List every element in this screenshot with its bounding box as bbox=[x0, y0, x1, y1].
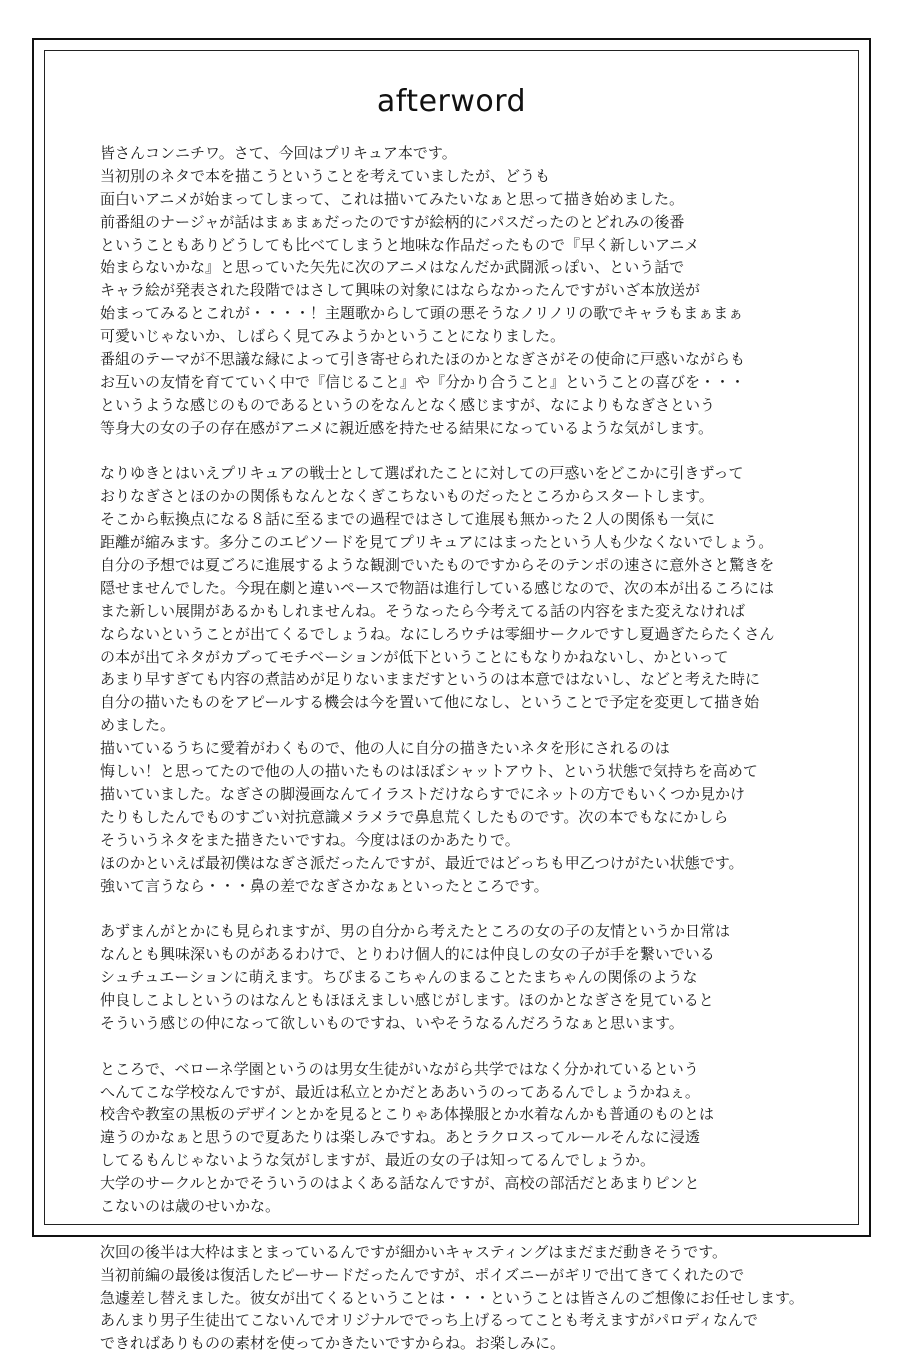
text-line: 皆さんコンニチワ。さて、今回はプリキュア本です。 bbox=[100, 144, 457, 162]
text-line: お互いの友情を育てていく中で『信じること』や『分かり合うこと』ということの喜びを・・・ bbox=[100, 372, 746, 391]
text-line: あんまり男子生徒出てこないんでオリジナルででっち上げるってことも考えますがパロディなんで bbox=[100, 1311, 759, 1330]
text-line: 悔しい！と思ってたので他の人の描いたものはほぼシャットアウト、という状態で気持ちを高めて bbox=[100, 762, 758, 781]
text-line: 隠せませんでした。今現在劇と違いペースで物語は進行している感じなので、次の本が出るころには bbox=[100, 578, 774, 597]
text-line: できればありものの素材を使ってかきたいですからね。お楽しみに。 bbox=[100, 1334, 566, 1353]
text-line: また新しい展開があるかもしれませんね。そうなったら今考えてる話の内容をまた変えなければ bbox=[100, 601, 746, 620]
text-line: 当初前編の最後は復活したピーサードだったんですが、ポイズニーがギリで出てきてくれたので bbox=[100, 1265, 745, 1284]
text-line: 大学のサークルとかでそういうのはよくある話なんですが、高校の部活だとあまりピンと bbox=[100, 1174, 700, 1193]
text-line: 描いているうちに愛着がわくもので、他の人に自分の描きたいネタを形にされるのは bbox=[100, 739, 670, 758]
text-line: おりなぎさとほのかの関係もなんとなくぎこちないものだったところからスタートします。 bbox=[100, 487, 714, 506]
text-line: キャラ絵が発表された段階ではさして興味の対象にはならなかったんですがいざ本放送が bbox=[100, 281, 701, 300]
text-line: してるもんじゃないような気がしますが、最近の女の子は知ってるんでしょうか。 bbox=[100, 1151, 656, 1170]
text-line: 距離が縮みます。多分このエピソードを見てプリキュアにはまったという人も少なくないでしょう。 bbox=[100, 533, 774, 552]
text-line: へんてこな学校なんですが、最近は私立とかだとああいうのってあるんでしょうかねぇ。 bbox=[100, 1082, 700, 1101]
text-line: の本が出てネタがカブってモチベーションが低下ということにもなりかねないし、かといって bbox=[100, 647, 729, 666]
text-line: 校舎や教室の黒板のデザインとかを見るとこりゃあ体操服とか水着なんかも普通のものとは bbox=[100, 1105, 714, 1124]
text-line: 等身大の女の子の存在感がアニメに親近感を持たせる結果になっているような気がします。 bbox=[100, 418, 714, 437]
text-line: 面白いアニメが始まってしまって、これは描いてみたいなぁと思って描き始めました。 bbox=[100, 189, 684, 208]
afterword-body bbox=[100, 142, 850, 1355]
text-line: そういう感じの仲になって欲しいものですね、いやそうなるんだろうなぁと思います。 bbox=[100, 1013, 684, 1032]
text-line: 急遽差し替えました。彼女が出てくるということは・・・ということは皆さんのご想像にお任せします。 bbox=[100, 1288, 804, 1307]
text-line: 番組のテーマが不思議な縁によって引き寄せられたほのかとなぎさがその使命に戸惑いながらも bbox=[100, 350, 746, 369]
paragraph bbox=[100, 462, 850, 897]
text-line: ほのかといえば最初僕はなぎさ派だったんですが、最近ではどっちも甲乙つけがたい状態です。 bbox=[100, 853, 744, 872]
page-title: afterword bbox=[376, 84, 527, 119]
text-line: 強いて言うなら・・・鼻の差でなぎさかなぁといったところです。 bbox=[100, 876, 549, 895]
text-line: 違うのかなぁと思うので夏あたりは楽しみですね。あとラクロスってルールそんなに浸透 bbox=[100, 1128, 700, 1147]
paragraph bbox=[100, 920, 850, 1034]
text-line: そういうネタをまた描きたいですね。今度はほのかあたりで。 bbox=[100, 830, 520, 849]
text-line: こないのは歳のせいかな。 bbox=[100, 1196, 281, 1215]
text-line: 始まってみるとこれが・・・・！主題歌からして頭の悪そうなノリノリの歌でキャラもまぁまぁ bbox=[100, 304, 744, 323]
text-line: そこから転換点になる８話に至るまでの過程ではさして進展も無かった２人の関係も一気に bbox=[100, 510, 716, 529]
text-line: 次回の後半は大枠はまとまっているんですが細かいキャスティングはまだまだ動きそうです。 bbox=[100, 1242, 728, 1261]
text-line: なんとも興味深いものがあるわけで、とりわけ個人的には仲良しの女の子が手を繋いでいる bbox=[100, 945, 715, 964]
text-line: あまり早すぎても内容の煮詰めが足りないままだすというのは本意ではないし、などと考えた時に bbox=[100, 670, 761, 689]
text-line: 当初別のネタで本を描こうということを考えていましたが、どうも bbox=[100, 166, 551, 185]
text-line: 描いていました。なぎさの脚漫画なんてイラストだけならすでにネットの方でもいくつか見かけ bbox=[100, 784, 746, 803]
text-line: 可愛いじゃないか、しばらく見てみようかということになりました。 bbox=[100, 327, 566, 346]
text-line: 始まらないかな』と思っていた矢先に次のアニメはなんだか武闘派っぽい、という話で bbox=[100, 258, 685, 277]
text-line: というような感じのものであるというのをなんとなく感じますが、なによりもなぎさという bbox=[100, 395, 716, 414]
paragraph bbox=[100, 1058, 850, 1218]
text-line: 自分の描いたものをアピールする機会は今を置いて他になし、ということで予定を変更して描き始 bbox=[100, 693, 760, 712]
text-line: あずまんがとかにも見られますが、男の自分から考えたところの女の子の友情というか日常は bbox=[100, 922, 731, 941]
text-line: なりゆきとはいえプリキュアの戦士として選ばれたことに対しての戸惑いをどこかに引きずって bbox=[100, 464, 744, 483]
text-line: 前番組のナージャが話はまぁまぁだったのですが絵柄的にパスだったのとどれみの後番 bbox=[100, 212, 685, 231]
text-line: ならないということが出てくるでしょうね。なにしろウチは零細サークルですし夏過ぎたらたくさん bbox=[100, 624, 775, 643]
paragraph bbox=[100, 1241, 850, 1355]
text-line: たりもしたんでものすごい対抗意識メラメラで鼻息荒くしたものです。次の本でもなにかしら bbox=[100, 807, 729, 826]
text-line: ところで、ベローネ学園というのは男女生徒がいながら共学ではなく分かれているという bbox=[100, 1059, 699, 1078]
text-line: めました。 bbox=[100, 716, 176, 735]
paragraph bbox=[100, 142, 850, 440]
text-line: ということもありどうしても比べてしまうと地味な作品だったもので『早く新しいアニメ bbox=[100, 235, 700, 254]
text-line: シュチュエーションに萌えます。ちびまるこちゃんのまることたまちゃんの関係のような bbox=[100, 968, 698, 987]
text-line: 自分の予想では夏ごろに進展するような観測でいたものですからそのテンポの速さに意外さと驚きを bbox=[100, 556, 775, 575]
text-line: 仲良しこよしというのはなんともほほえましい感じがします。ほのかとなぎさを見ていると bbox=[100, 990, 714, 1009]
